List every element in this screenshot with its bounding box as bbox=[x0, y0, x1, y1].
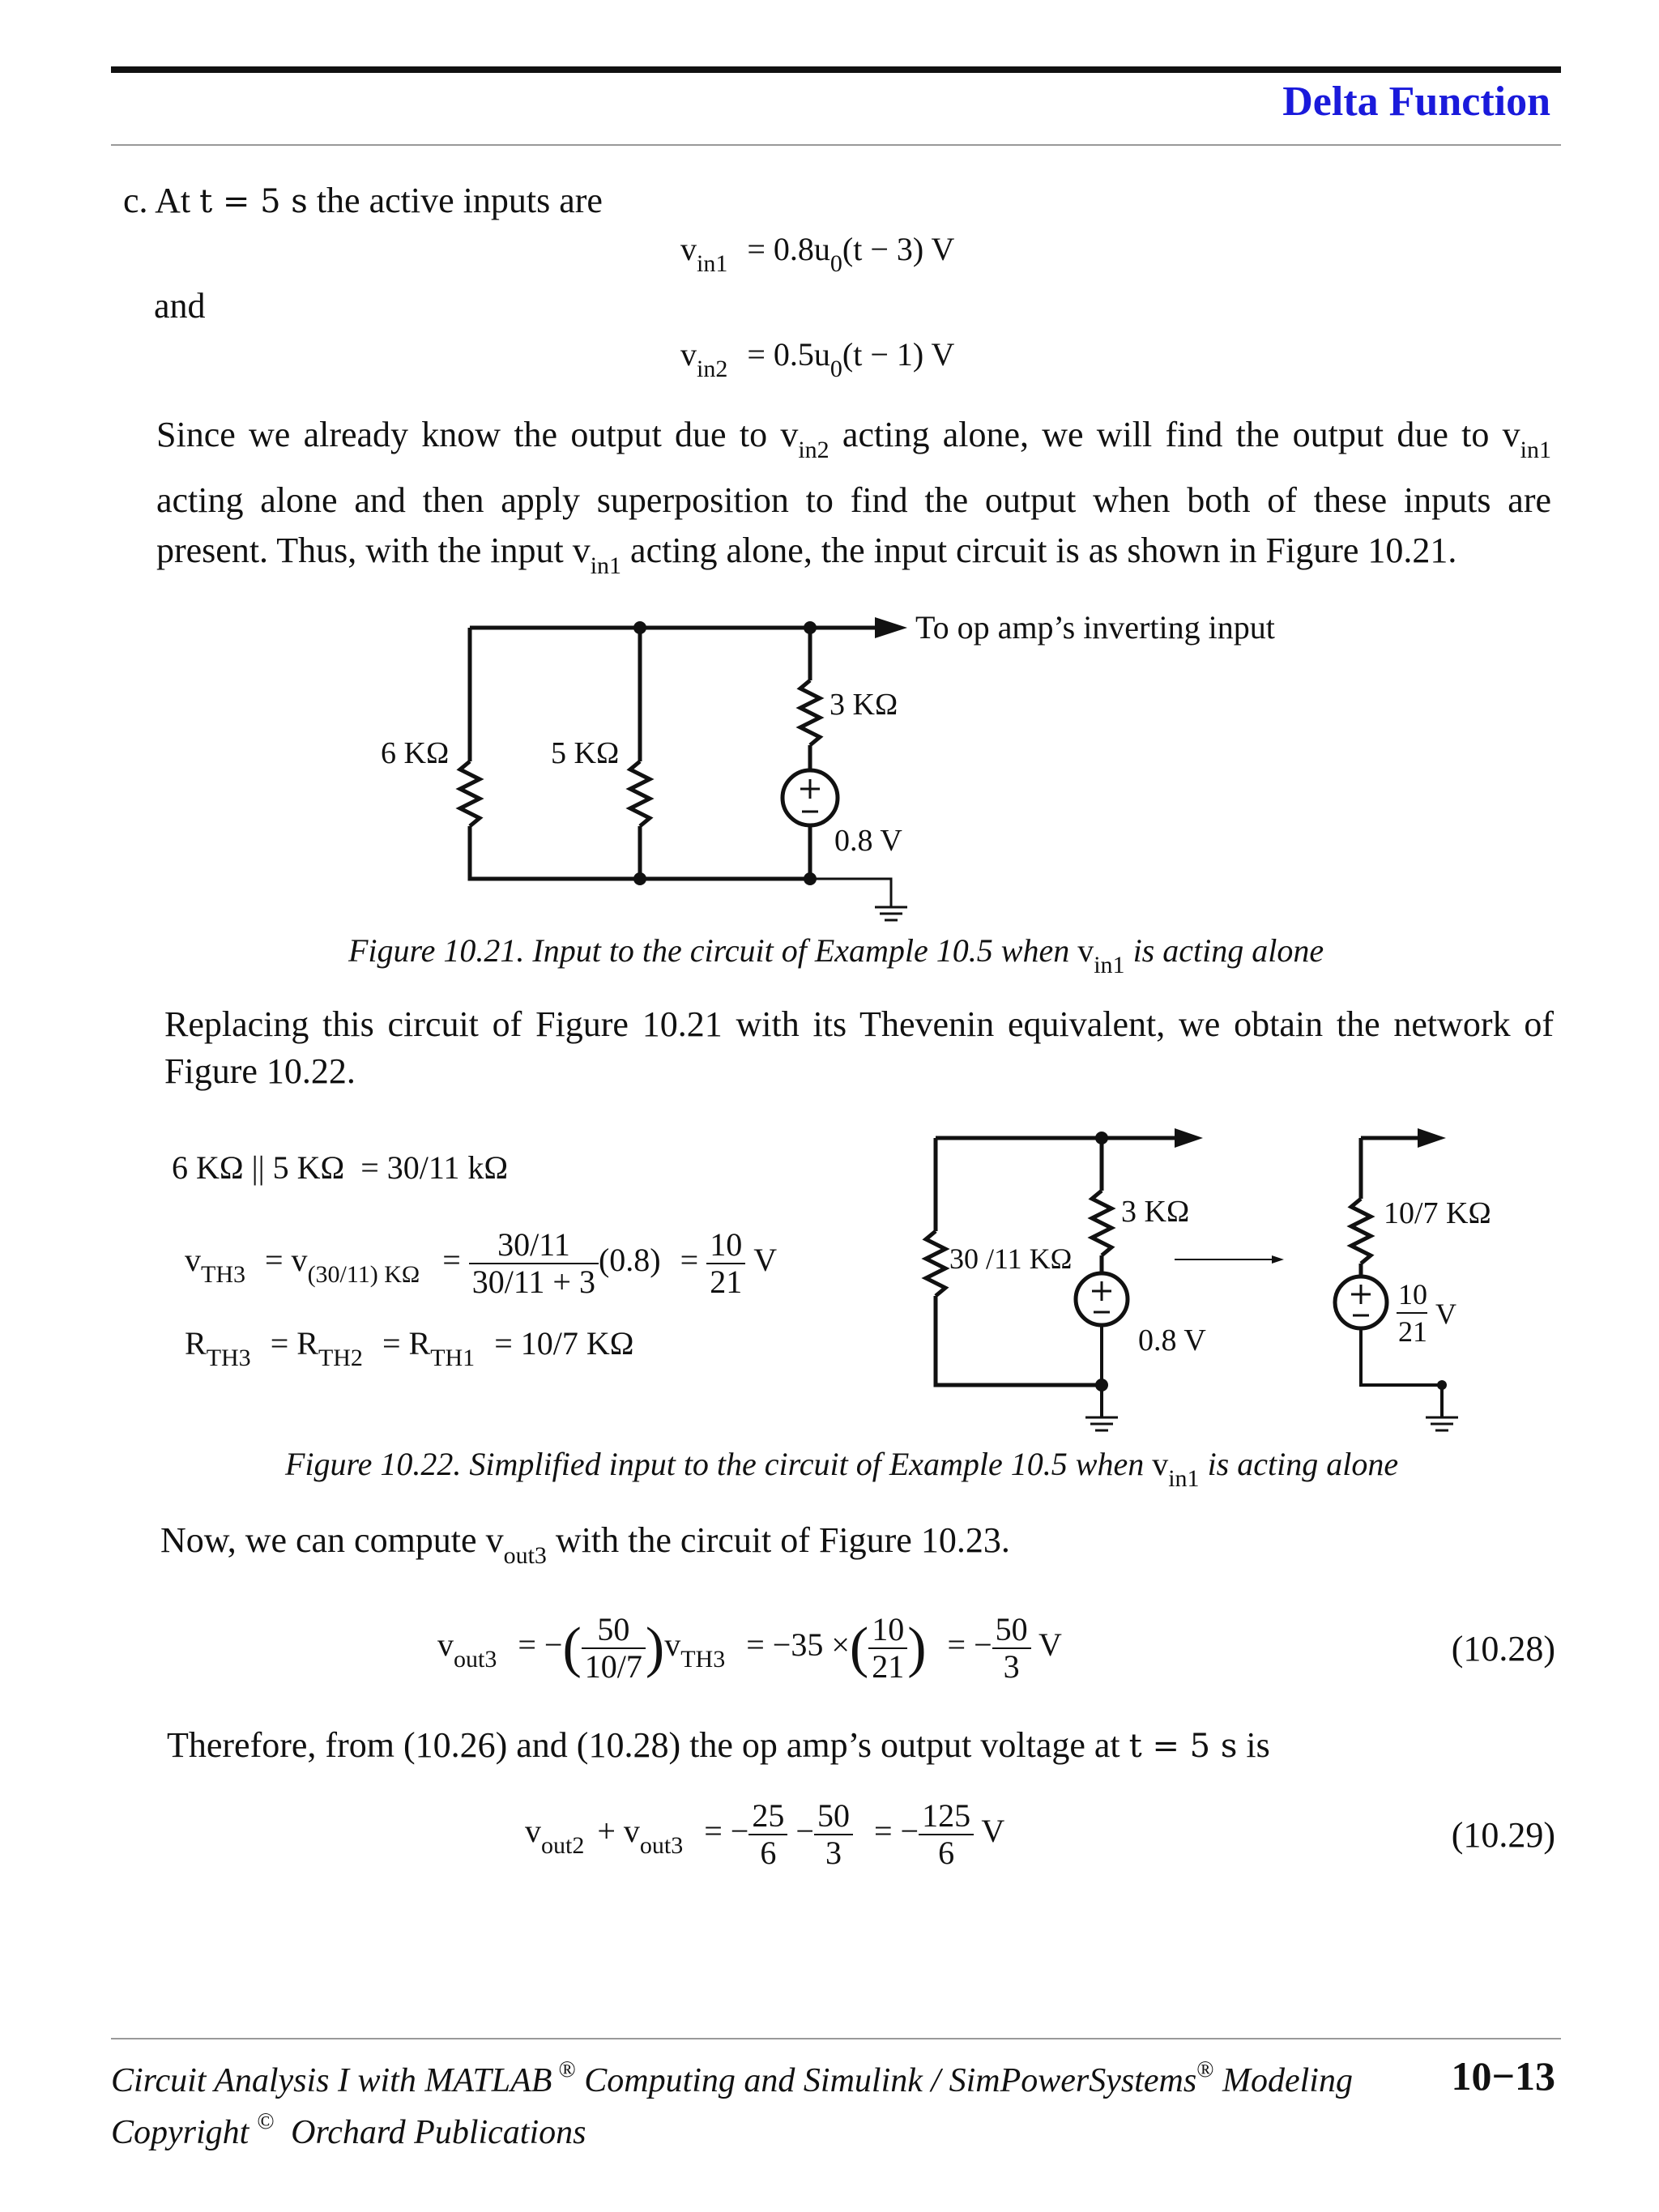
parallel-resistance: 6 KΩ || 5 KΩ = 30/11 kΩ bbox=[172, 1149, 509, 1186]
paragraph-compute-vout3: Now, we can compute $v_{out3}$ with the circuit of Figure 10.23. bbox=[160, 1520, 1010, 1569]
footer-line-2: Copyright © Orchard Publications bbox=[111, 2109, 586, 2151]
vth3-equation: $v_{TH3} = v_{(30/11) K\Omega}$ = $\frac{30/11}{30/11 + 3}$ (0.8) = $\frac{10}{21}$ V bbox=[185, 1226, 778, 1300]
fig21-arrow-label: To op amp’s inverting input bbox=[915, 609, 1275, 646]
header-top-rule bbox=[111, 66, 1561, 73]
fig22-right-src-den: 21 bbox=[1398, 1315, 1427, 1348]
fig22-right-src-num: 10 bbox=[1398, 1278, 1427, 1311]
fig22-left-r-label: 30 /11 KΩ bbox=[949, 1242, 1073, 1275]
equation-10-28: $v_{out3}$ = −( $\frac{50}{10/7}$ )$v_{TH3} = -35$ ×( $\frac{10}{21}$ ) = − $\frac{50}{3}$ V bbox=[437, 1611, 1062, 1685]
figure-10-21-caption: Figure 10.21. Input to the circuit of Example 10.5 when $v_{in1}$ is acting alone bbox=[348, 932, 1324, 978]
fig22-mid-r-label: 3 KΩ bbox=[1121, 1195, 1190, 1229]
page-number: 10−13 bbox=[1451, 2053, 1555, 2099]
equation-vin2: $v_{in2} = 0.5u_0(t - 1)$ V bbox=[680, 336, 955, 382]
item-label: c. bbox=[123, 181, 148, 220]
fig22-right-r-label: 10/7 KΩ bbox=[1384, 1196, 1491, 1230]
fig22-source-label: 0.8 V bbox=[1138, 1323, 1206, 1357]
equation-number-10-29: (10.29) bbox=[1451, 1815, 1555, 1855]
figure-10-22-circuit bbox=[915, 1118, 1531, 1442]
fig21-r3-label: 3 KΩ bbox=[830, 688, 898, 722]
paragraph-superposition: Since we already know the output due to $v_{in2}$ acting alone, we will find the output due to $v_{in1}$ acting alone and then apply superposition to find the output when both of these inputs are present. Thus, with the input $v_{in1}$ acting alone, the input circuit is as shown in Figure 10.21. bbox=[156, 415, 1551, 579]
equation-number-10-28: (10.28) bbox=[1451, 1629, 1555, 1669]
figure-10-21-circuit bbox=[356, 599, 1328, 923]
fig21-r2-label: 5 KΩ bbox=[551, 736, 620, 770]
fig21-r1-label: 6 KΩ bbox=[381, 736, 450, 770]
footer-line-1: Circuit Analysis I with MATLAB ® Computing and Simulink / SimPowerSystems® Modeling bbox=[111, 2057, 1353, 2099]
paragraph-thevenin: Replacing this circuit of Figure 10.21 with its Thevenin equivalent, we obtain the network of Figure 10.22. bbox=[164, 1004, 1554, 1091]
figure-10-22-caption: Figure 10.22. Simplified input to the circuit of Example 10.5 when $v_{in1}$ is acting alone bbox=[285, 1446, 1399, 1492]
and-text: and bbox=[154, 286, 206, 326]
header-bottom-rule bbox=[111, 144, 1561, 146]
section-c-intro: c. At t = 5 s the active inputs are bbox=[123, 181, 603, 220]
equation-vin1: $v_{in1} = 0.8u_0(t - 3)$ V bbox=[680, 231, 955, 277]
header-title: Delta Function bbox=[1282, 79, 1550, 125]
fig22-right-src-unit: V bbox=[1435, 1298, 1456, 1330]
equation-10-29: $v_{out2} + v_{out3}$ = − $\frac{25}{6}$ − $\frac{50}{3}$ = − $\frac{125}{6}$ V bbox=[525, 1797, 1005, 1871]
fig21-source-label: 0.8 V bbox=[834, 824, 902, 858]
rth3-equation: $R_{TH3} = R_{TH2} = R_{TH1} = 10/7$ KΩ bbox=[185, 1325, 634, 1371]
footer-rule bbox=[111, 2038, 1561, 2039]
paragraph-therefore: Therefore, from (10.26) and (10.28) the op amp’s output voltage at t = 5 s is bbox=[167, 1725, 1270, 1765]
